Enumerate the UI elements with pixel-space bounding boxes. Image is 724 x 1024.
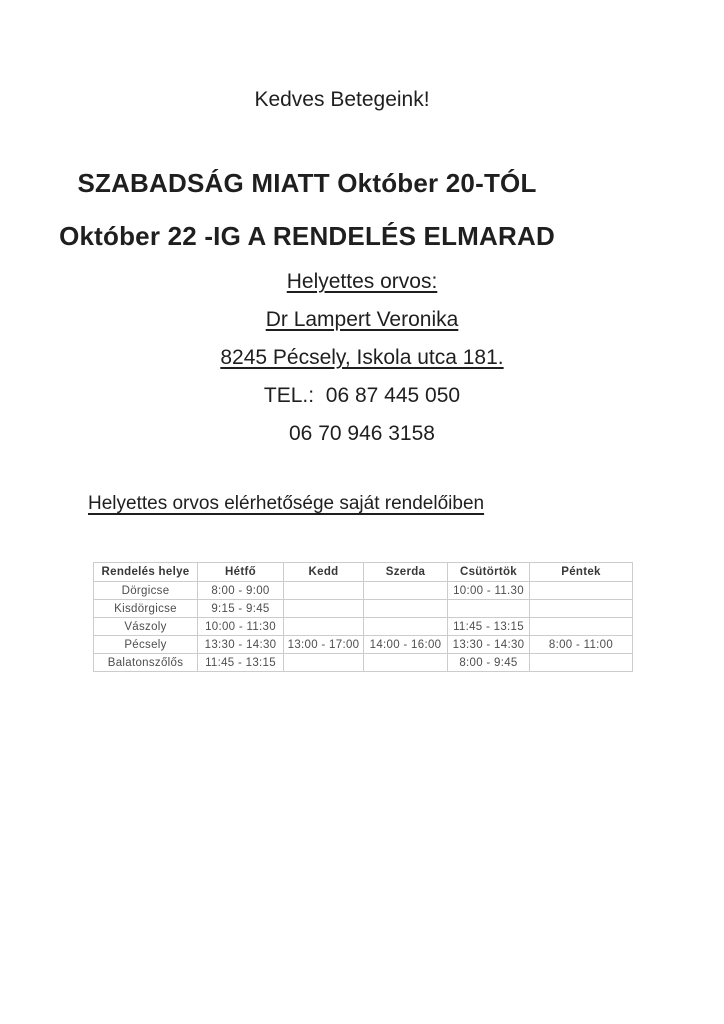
- table-row-dorgicse: [94, 582, 633, 600]
- table-row-balatonszolos: [94, 654, 633, 672]
- time-cell: [448, 600, 530, 618]
- time-cell: 8:00 - 9:45: [448, 654, 530, 672]
- substitute-doctor-address: 8245 Pécsely, Iskola utca 181.: [220, 346, 504, 369]
- location-cell: Kisdörgicse: [94, 600, 198, 618]
- time-cell: [530, 618, 633, 636]
- time-cell: 13:00 - 17:00: [284, 636, 364, 654]
- column-header-monday: Hétfő: [198, 563, 284, 582]
- column-header-friday: Péntek: [530, 563, 633, 582]
- headline-line1: SZABADSÁG MIATT Október 20-TÓL: [77, 168, 537, 198]
- time-cell: 14:00 - 16:00: [364, 636, 448, 654]
- time-cell: [284, 582, 364, 600]
- location-cell: Balatonszőlős: [94, 654, 198, 672]
- time-cell: 13:30 - 14:30: [448, 636, 530, 654]
- time-cell: 10:00 - 11:30: [198, 618, 284, 636]
- time-cell: 13:30 - 14:30: [198, 636, 284, 654]
- time-cell: [284, 618, 364, 636]
- table-row-pecsely: [94, 636, 633, 654]
- location-cell: Vászoly: [94, 618, 198, 636]
- time-cell: 11:45 - 13:15: [198, 654, 284, 672]
- column-header-thursday: Csütörtök: [448, 563, 530, 582]
- column-header-tuesday: Kedd: [284, 563, 364, 582]
- substitute-doctor-phone-2: 06 70 946 3158: [289, 422, 435, 445]
- time-cell: 8:00 - 11:00: [530, 636, 633, 654]
- column-header-location: Rendelés helye: [94, 563, 198, 582]
- substitute-doctor-name: Dr Lampert Veronika: [265, 308, 459, 331]
- greeting-text: Kedves Betegeink!: [254, 88, 430, 111]
- time-cell: [364, 582, 448, 600]
- schedule-section-heading: Helyettes orvos elérhetősége saját rendelőiben: [88, 493, 485, 514]
- schedule-table-header-row: [94, 563, 633, 582]
- time-cell: [364, 618, 448, 636]
- time-cell: [284, 654, 364, 672]
- time-cell: 10:00 - 11.30: [448, 582, 530, 600]
- time-cell: [530, 600, 633, 618]
- schedule-table: [93, 562, 633, 672]
- location-cell: Dörgicse: [94, 582, 198, 600]
- time-cell: 8:00 - 9:00: [198, 582, 284, 600]
- headline-line2: Október 22 -IG A RENDELÉS ELMARAD: [59, 221, 555, 251]
- table-row-vaszoly: [94, 618, 633, 636]
- table-row-kisdorgicse: [94, 600, 633, 618]
- substitute-doctor-heading: Helyettes orvos:: [286, 270, 438, 293]
- time-cell: [530, 654, 633, 672]
- time-cell: [284, 600, 364, 618]
- time-cell: [530, 582, 633, 600]
- time-cell: 11:45 - 13:15: [448, 618, 530, 636]
- time-cell: [364, 654, 448, 672]
- location-cell: Pécsely: [94, 636, 198, 654]
- time-cell: 9:15 - 9:45: [198, 600, 284, 618]
- time-cell: [364, 600, 448, 618]
- column-header-wednesday: Szerda: [364, 563, 448, 582]
- substitute-doctor-phone-1: TEL.: 06 87 445 050: [263, 384, 461, 407]
